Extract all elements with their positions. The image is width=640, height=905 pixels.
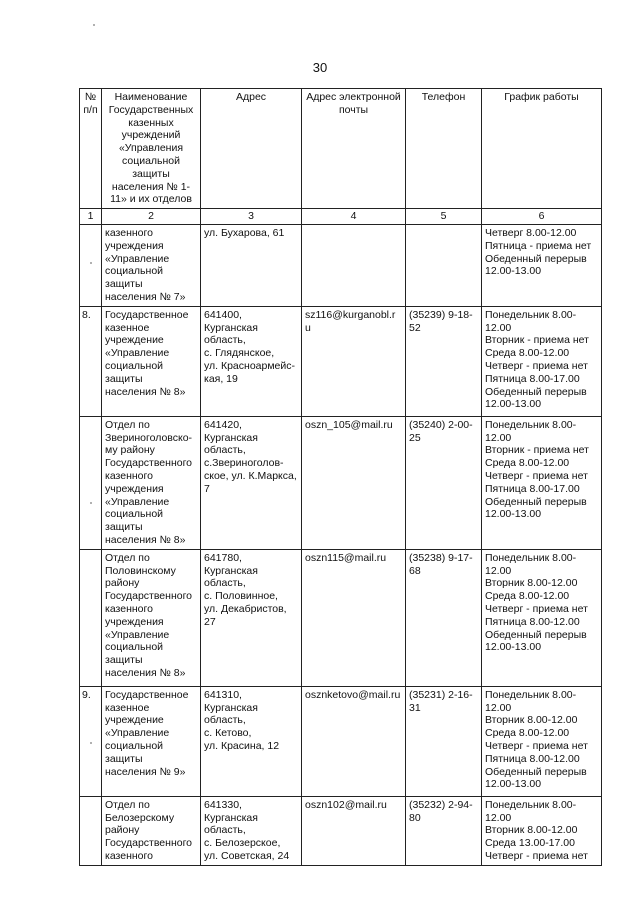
header-address: Адрес xyxy=(201,89,302,209)
row-number xyxy=(80,224,102,306)
scan-speck xyxy=(90,262,92,264)
institution-email: oszn_105@mail.ru xyxy=(302,416,406,549)
scan-speck xyxy=(93,24,95,26)
institution-phone: (35238) 9-17- 68 xyxy=(406,549,482,686)
institution-name: казенного учреждения «Управление социальной защиты населения № 7» xyxy=(102,224,201,306)
scan-speck xyxy=(90,502,92,504)
social-protection-table xyxy=(79,88,602,866)
institution-name: Государственное казенное учреждение «Управление социальной защиты населения № 9» xyxy=(102,686,201,796)
table-header-row xyxy=(80,89,602,209)
institution-email: sz116@kurganobl.r u xyxy=(302,306,406,416)
institution-phone: (35239) 9-18- 52 xyxy=(406,306,482,416)
page-number: 30 xyxy=(312,60,328,75)
institution-phone: (35231) 2-16- 31 xyxy=(406,686,482,796)
header-num: № п/п xyxy=(80,89,102,209)
institution-address: 641400, Курганская область, с. Глядянское, ул. Красноармейс- кая, 19 xyxy=(201,306,302,416)
header-schedule: График работы xyxy=(482,89,602,209)
table-row xyxy=(80,224,602,306)
table-row xyxy=(80,306,602,416)
institution-schedule: Понедельник 8.00- 12.00 Вторник 8.00-12.00 Среда 8.00-12.00 Четверг - приема нет Пятница 8.00-12.00 Обеденный перерыв 12.00-13.00 xyxy=(482,686,602,796)
table-row xyxy=(80,549,602,686)
scan-speck xyxy=(90,742,92,744)
institution-phone: (35240) 2-00- 25 xyxy=(406,416,482,549)
column-index-row xyxy=(80,209,602,225)
column-index: 6 xyxy=(482,209,602,225)
row-number: 8. xyxy=(80,306,102,416)
column-index: 4 xyxy=(302,209,406,225)
row-number xyxy=(80,416,102,549)
institution-name: Отдел по Белозерскому району Государственного казенного xyxy=(102,796,201,865)
institution-address: ул. Бухарова, 61 xyxy=(201,224,302,306)
column-index: 3 xyxy=(201,209,302,225)
header-email: Адрес электронной почты xyxy=(302,89,406,209)
institution-address: 641310, Курганская область, с. Кетово, ул. Красина, 12 xyxy=(201,686,302,796)
institution-name: Отдел по Половинскому району Государственного казенного учреждения «Управление социальной защиты населения № 8» xyxy=(102,549,201,686)
institution-email: oszn115@mail.ru xyxy=(302,549,406,686)
institution-address: 641330, Курганская область, с. Белозерское, ул. Советская, 24 xyxy=(201,796,302,865)
institution-schedule: Понедельник 8.00- 12.00 Вторник 8.00-12.00 Среда 13.00-17.00 Четверг - приема нет xyxy=(482,796,602,865)
row-number: 9. xyxy=(80,686,102,796)
institution-phone xyxy=(406,224,482,306)
institution-schedule: Понедельник 8.00- 12.00 Вторник 8.00-12.00 Среда 8.00-12.00 Четверг - приема нет Пятница 8.00-12.00 Обеденный перерыв 12.00-13.00 xyxy=(482,549,602,686)
institution-name: Отдел по Звериноголовско- му району Государственного казенного учреждения «Управление социальной защиты населения № 8» xyxy=(102,416,201,549)
column-index: 2 xyxy=(102,209,201,225)
institution-email: osznketovo@mail.ru xyxy=(302,686,406,796)
row-number xyxy=(80,796,102,865)
institution-phone: (35232) 2-94- 80 xyxy=(406,796,482,865)
institution-email xyxy=(302,224,406,306)
institution-name: Государственное казенное учреждение «Управление социальной защиты населения № 8» xyxy=(102,306,201,416)
row-number xyxy=(80,549,102,686)
institution-schedule: Четверг 8.00-12.00 Пятница - приема нет Обеденный перерыв 12.00-13.00 xyxy=(482,224,602,306)
table-row xyxy=(80,416,602,549)
institution-schedule: Понедельник 8.00- 12.00 Вторник - приема нет Среда 8.00-12.00 Четверг - приема нет Пятница 8.00-17.00 Обеденный перерыв 12.00-13.00 xyxy=(482,416,602,549)
institution-email: oszn102@mail.ru xyxy=(302,796,406,865)
column-index: 5 xyxy=(406,209,482,225)
header-phone: Телефон xyxy=(406,89,482,209)
table-row xyxy=(80,686,602,796)
institution-address: 641780, Курганская область, с. Половинное, ул. Декабристов, 27 xyxy=(201,549,302,686)
table-row xyxy=(80,796,602,865)
institution-address: 641420, Курганская область, с.Звериноголов- ское, ул. К.Маркса, 7 xyxy=(201,416,302,549)
header-name: Наименование Государственных казенных учреждений «Управления социальной защиты населения № 1- 11» и их отделов xyxy=(102,89,201,209)
institution-schedule: Понедельник 8.00- 12.00 Вторник - приема нет Среда 8.00-12.00 Четверг - приема нет Пятница 8.00-17.00 Обеденный перерыв 12.00-13.00 xyxy=(482,306,602,416)
column-index: 1 xyxy=(80,209,102,225)
